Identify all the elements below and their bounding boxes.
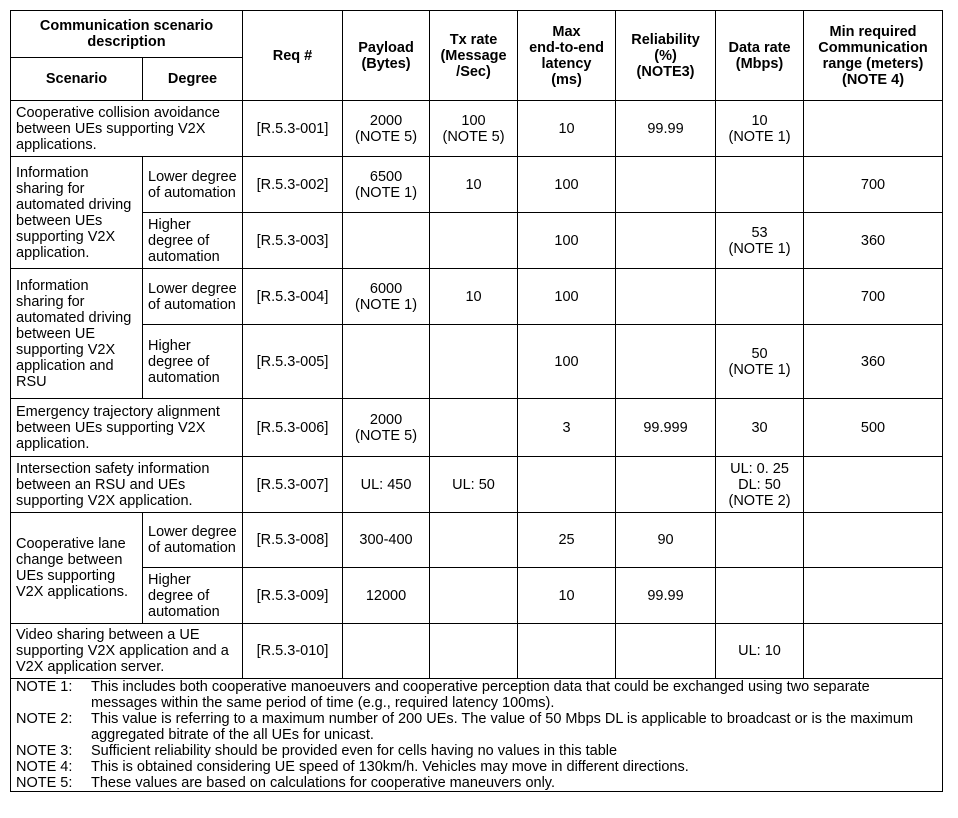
latency-cell (518, 457, 616, 513)
payload-cell: 6000 (NOTE 1) (343, 269, 430, 325)
req-cell: [R.5.3-007] (243, 457, 343, 513)
degree-cell: Lower degree of automation (143, 513, 243, 568)
note-5 (16, 775, 937, 791)
header-comm-desc: Communication scenario description (11, 11, 243, 58)
req-cell: [R.5.3-002] (243, 157, 343, 213)
reliability-cell: 99.99 (616, 568, 716, 624)
header-range: Min required Communication range (meters) (NOTE 4) (804, 11, 943, 101)
range-cell: 700 (804, 269, 943, 325)
req-cell: [R.5.3-005] (243, 325, 343, 399)
table-row (11, 399, 943, 457)
degree-cell: Lower degree of automation (143, 157, 243, 213)
table-row (11, 624, 943, 679)
latency-cell: 100 (518, 213, 616, 269)
scenario-cell: Cooperative collision avoidance between UEs supporting V2X applications. (11, 101, 243, 157)
scenario-cell: Emergency trajectory alignment between UEs supporting V2X application. (11, 399, 243, 457)
header-req: Req # (243, 11, 343, 101)
latency-cell: 10 (518, 101, 616, 157)
table-row (11, 269, 943, 325)
note-2 (16, 711, 937, 743)
req-cell: [R.5.3-006] (243, 399, 343, 457)
tx-rate-cell (430, 213, 518, 269)
tx-rate-cell: 100 (NOTE 5) (430, 101, 518, 157)
note-text: Sufficient reliability should be provided even for cells having no values in this table (91, 743, 618, 759)
requirements-table (10, 10, 943, 792)
header-payload: Payload (Bytes) (343, 11, 430, 101)
tx-rate-cell (430, 568, 518, 624)
table-row (11, 568, 943, 624)
table-row (11, 213, 943, 269)
note-text: This includes both cooperative manoeuvers and cooperative perception data that could be exchanged using two separate messages within the same period of time (e.g., required latency 100ms). (91, 679, 870, 711)
table-row (11, 325, 943, 399)
tx-rate-cell: 10 (430, 157, 518, 213)
payload-cell (343, 624, 430, 679)
req-cell: [R.5.3-008] (243, 513, 343, 568)
range-cell (804, 513, 943, 568)
latency-cell: 10 (518, 568, 616, 624)
note-label: NOTE 5: (16, 775, 73, 791)
header-row-1 (11, 11, 943, 58)
header-scenario: Scenario (11, 58, 143, 101)
data-rate-cell: 30 (716, 399, 804, 457)
scenario-cell: Information sharing for automated driving between UE supporting V2X application and RSU (11, 269, 143, 399)
range-cell (804, 624, 943, 679)
range-cell: 360 (804, 213, 943, 269)
data-rate-cell (716, 157, 804, 213)
degree-cell: Higher degree of automation (143, 213, 243, 269)
range-cell (804, 101, 943, 157)
reliability-cell (616, 457, 716, 513)
tx-rate-cell: 10 (430, 269, 518, 325)
note-text: These values are based on calculations for cooperative maneuvers only. (91, 775, 555, 791)
latency-cell: 25 (518, 513, 616, 568)
table-row (11, 457, 943, 513)
notes-cell (11, 679, 943, 792)
payload-cell (343, 213, 430, 269)
data-rate-cell: UL: 0. 25 DL: 50 (NOTE 2) (716, 457, 804, 513)
latency-cell: 3 (518, 399, 616, 457)
latency-cell: 100 (518, 157, 616, 213)
header-data-rate: Data rate (Mbps) (716, 11, 804, 101)
latency-cell: 100 (518, 269, 616, 325)
data-rate-cell (716, 568, 804, 624)
data-rate-cell: UL: 10 (716, 624, 804, 679)
req-cell: [R.5.3-004] (243, 269, 343, 325)
req-cell: [R.5.3-009] (243, 568, 343, 624)
data-rate-cell: 53 (NOTE 1) (716, 213, 804, 269)
header-reliability: Reliability (%) (NOTE3) (616, 11, 716, 101)
payload-cell: UL: 450 (343, 457, 430, 513)
data-rate-cell (716, 269, 804, 325)
payload-cell: 2000 (NOTE 5) (343, 399, 430, 457)
req-cell: [R.5.3-010] (243, 624, 343, 679)
payload-cell: 300-400 (343, 513, 430, 568)
reliability-cell: 99.999 (616, 399, 716, 457)
note-text: This is obtained considering UE speed of 130km/h. Vehicles may move in different directions. (91, 759, 689, 775)
table-row (11, 513, 943, 568)
note-text: This value is referring to a maximum number of 200 UEs. The value of 50 Mbps DL is applicable to broadcast or is the maximum aggregated bitrate of the all UEs for unicast. (91, 711, 914, 743)
reliability-cell (616, 325, 716, 399)
range-cell: 700 (804, 157, 943, 213)
header-degree: Degree (143, 58, 243, 101)
degree-cell: Higher degree of automation (143, 568, 243, 624)
table-row (11, 157, 943, 213)
scenario-cell: Video sharing between a UE supporting V2X application and a V2X application server. (11, 624, 243, 679)
data-rate-cell: 10 (NOTE 1) (716, 101, 804, 157)
note-label: NOTE 4: (16, 759, 73, 775)
tx-rate-cell (430, 325, 518, 399)
scenario-cell: Intersection safety information between an RSU and UEs supporting V2X application. (11, 457, 243, 513)
req-cell: [R.5.3-001] (243, 101, 343, 157)
reliability-cell (616, 624, 716, 679)
payload-cell: 12000 (343, 568, 430, 624)
header-latency: Max end-to-end latency (ms) (518, 11, 616, 101)
note-4 (16, 759, 937, 775)
reliability-cell (616, 213, 716, 269)
tx-rate-cell (430, 624, 518, 679)
scenario-cell: Information sharing for automated driving between UEs supporting V2X application. (11, 157, 143, 269)
notes-row (11, 679, 943, 792)
note-label: NOTE 2: (16, 711, 73, 727)
range-cell (804, 457, 943, 513)
latency-cell (518, 624, 616, 679)
data-rate-cell (716, 513, 804, 568)
range-cell (804, 568, 943, 624)
reliability-cell (616, 269, 716, 325)
payload-cell (343, 325, 430, 399)
payload-cell: 2000 (NOTE 5) (343, 101, 430, 157)
req-cell: [R.5.3-003] (243, 213, 343, 269)
note-1 (16, 679, 937, 711)
scenario-cell: Cooperative lane change between UEs supporting V2X applications. (11, 513, 143, 624)
header-tx-rate: Tx rate (Message /Sec) (430, 11, 518, 101)
tx-rate-cell: UL: 50 (430, 457, 518, 513)
reliability-cell: 90 (616, 513, 716, 568)
note-3 (16, 743, 937, 759)
degree-cell: Higher degree of automation (143, 325, 243, 399)
reliability-cell (616, 157, 716, 213)
range-cell: 360 (804, 325, 943, 399)
tx-rate-cell (430, 399, 518, 457)
note-label: NOTE 1: (16, 679, 73, 695)
table-row (11, 101, 943, 157)
data-rate-cell: 50 (NOTE 1) (716, 325, 804, 399)
latency-cell: 100 (518, 325, 616, 399)
tx-rate-cell (430, 513, 518, 568)
note-label: NOTE 3: (16, 743, 73, 759)
payload-cell: 6500 (NOTE 1) (343, 157, 430, 213)
reliability-cell: 99.99 (616, 101, 716, 157)
degree-cell: Lower degree of automation (143, 269, 243, 325)
range-cell: 500 (804, 399, 943, 457)
